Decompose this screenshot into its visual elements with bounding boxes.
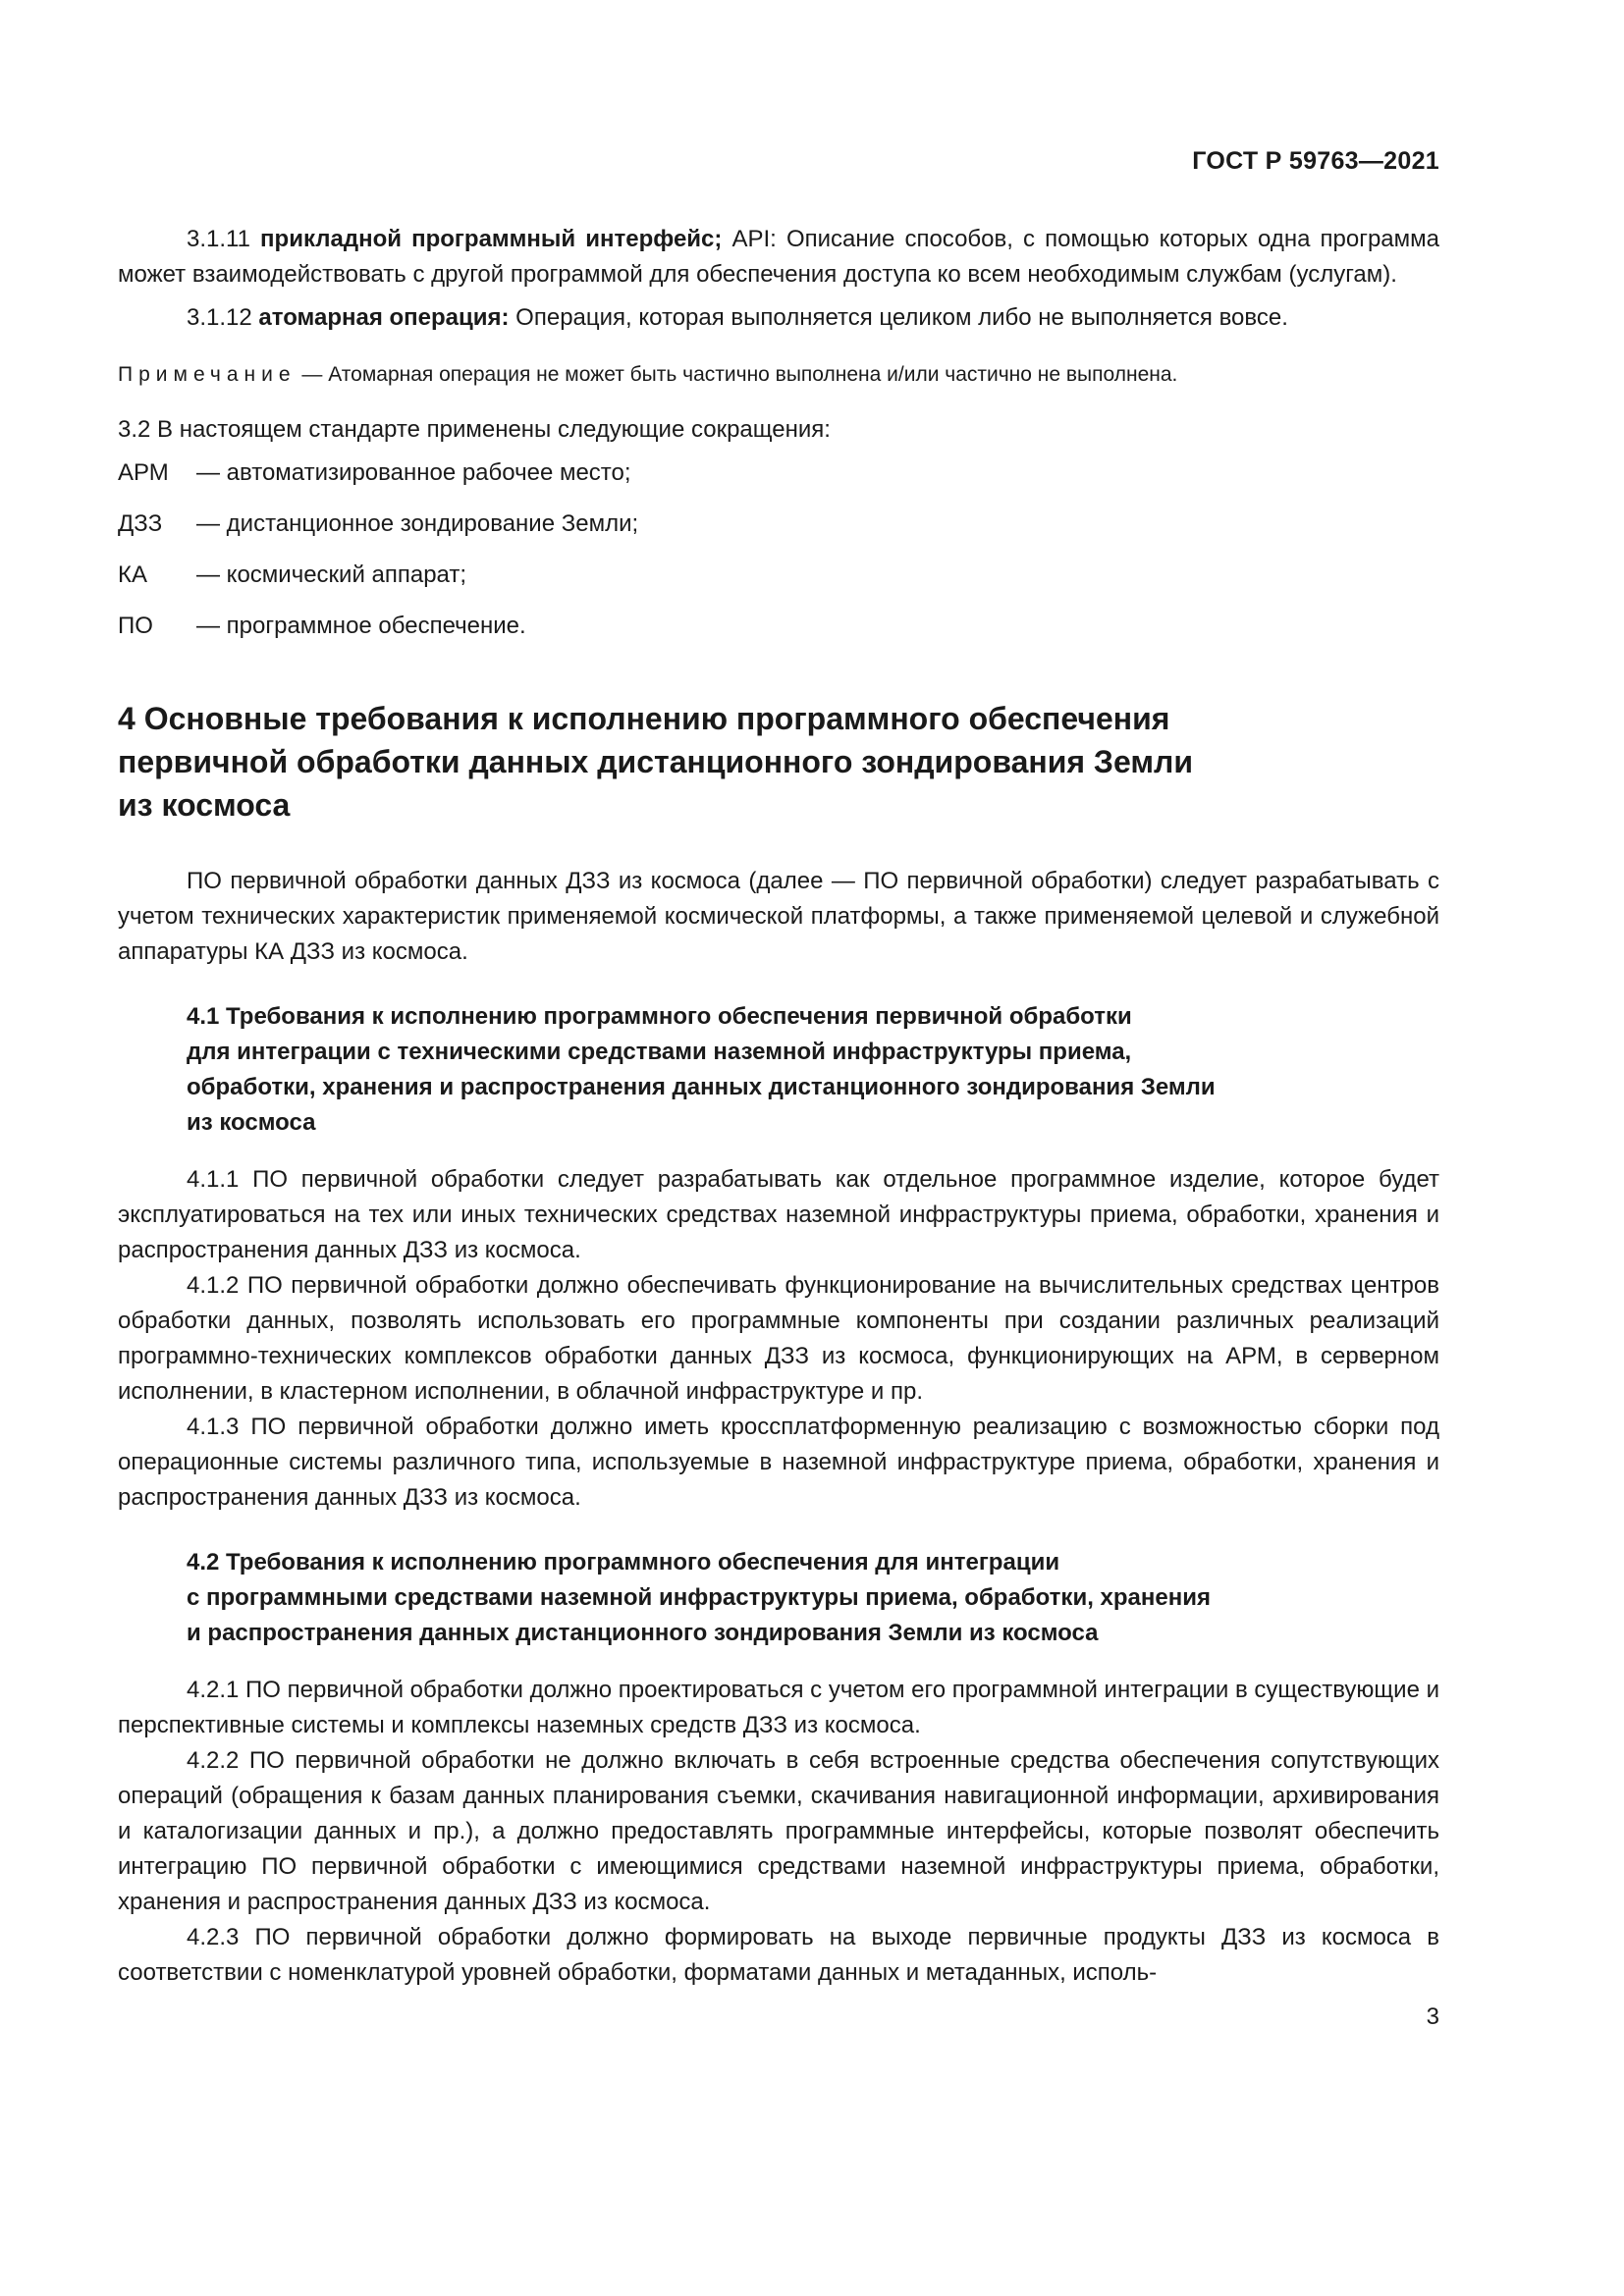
abbreviations-list [118, 448, 1439, 652]
note-text: — Атомарная операция не может быть частично выполнена и/или частично не выполнена. [296, 363, 1178, 386]
section-4-2-heading [118, 1545, 1439, 1651]
document-body [118, 222, 1439, 1991]
paragraph-4-2-1: 4.2.1 ПО первичной обработки должно проектироваться с учетом его программной интеграции в существующие и перспективные системы и комплексы наземных средств ДЗЗ из космоса. [118, 1677, 1439, 1738]
section-4-1-heading [118, 999, 1439, 1141]
heading-line: первичной обработки данных дистанционного зондирования Земли [118, 744, 1194, 779]
abbreviation-definition: — автоматизированное рабочее место; [196, 459, 631, 486]
term-3-1-11 [118, 222, 1439, 293]
note [118, 357, 1439, 393]
paragraph-4-1-2: 4.1.2 ПО первичной обработки должно обеспечивать функционирование на вычислительных средствах центров обработки данных, позволять использовать его программные компоненты при создании различных реализаций программно-технических комплексов обработки данных ДЗЗ из космоса, функционирующих на АРМ, в серверном исполнении, в кластерном исполнении, в облачной инфраструктуре и пр. [118, 1272, 1439, 1405]
abbreviation: КА [118, 561, 147, 588]
abbreviation-definition: — космический аппарат; [196, 561, 467, 588]
abbreviation-item [118, 601, 1439, 652]
heading-line: и распространения данных дистанционного зондирования Земли из космоса [187, 1620, 1099, 1646]
abbreviation: ПО [118, 613, 153, 639]
heading-line: из космоса [118, 787, 291, 823]
paragraph-4-1-1: 4.1.1 ПО первичной обработки следует разрабатывать как отдельное программное изделие, которое будет эксплуатироваться на тех или иных технических средствах наземной инфраструктуры приема, обработки, хранения и распространения данных ДЗЗ из космоса. [118, 1166, 1439, 1263]
term-number: 3.1.11 [187, 226, 250, 252]
document-header-id: ГОСТ Р 59763—2021 [1192, 147, 1439, 175]
heading-line: 4 Основные требования к исполнению программного обеспечения [118, 701, 1170, 736]
section-4-heading [118, 697, 1439, 827]
paragraph-4-2-2: 4.2.2 ПО первичной обработки не должно включать в себя встроенные средства обеспечения сопутствующих операций (обращения к базам данных планирования съемки, скачивания навигационной информации, архивирования и каталогизации данных и пр.), а должно предоставлять программные интерфейсы, которые позволят обеспечить интеграцию ПО первичной обработки с имеющимися средствами наземной инфраструктуры приема, обработки, хранения и распространения данных ДЗЗ из космоса. [118, 1747, 1439, 1915]
term-definition: API: Описание способов, с помощью которых одна программа может взаимодействовать с другой программой для обеспечения доступа ко всем необходимым службам (услугам). [118, 226, 1439, 288]
heading-line: с программными средствами наземной инфраструктуры приема, обработки, хранения [187, 1584, 1211, 1611]
term-title: атомарная операция: [258, 304, 510, 331]
paragraph-4-1-3: 4.1.3 ПО первичной обработки должно иметь кроссплатформенную реализацию с возможностью сборки под операционные системы различного типа, используемые в наземной инфраструктуре приема, обработки, хранения и распространения данных ДЗЗ из космоса. [118, 1414, 1439, 1511]
abbreviation-definition: — программное обеспечение. [196, 613, 526, 639]
heading-line: 4.2 Требования к исполнению программного обеспечения для интеграции [187, 1549, 1060, 1575]
heading-line: из космоса [187, 1109, 316, 1136]
paragraph-4-2-3: 4.2.3 ПО первичной обработки должно формировать на выходе первичные продукты ДЗЗ из космоса в соответствии с номенклатурой уровней обработки, форматами данных и метаданных, исполь- [118, 1924, 1439, 1986]
heading-line: для интеграции с техническими средствами наземной инфраструктуры приема, [187, 1039, 1132, 1065]
abbreviation: ДЗЗ [118, 510, 163, 537]
note-label: Примечание [118, 363, 297, 386]
abbreviation-item [118, 448, 1439, 499]
abbreviation-item [118, 550, 1439, 601]
term-title: прикладной программный интерфейс; [260, 226, 723, 252]
term-definition: Операция, которая выполняется целиком либо не выполняется вовсе. [509, 304, 1288, 331]
abbreviation-item [118, 499, 1439, 550]
page-number: 3 [1426, 2003, 1439, 2030]
abbreviation: АРМ [118, 459, 169, 486]
abbreviation-definition: — дистанционное зондирование Земли; [196, 510, 639, 537]
heading-line: обработки, хранения и распространения данных дистанционного зондирования Земли [187, 1074, 1216, 1100]
abbreviations-intro: 3.2 В настоящем стандарте применены следующие сокращения: [118, 416, 831, 443]
term-3-1-12 [118, 300, 1439, 336]
term-number: 3.1.12 [187, 304, 252, 331]
section-4-intro: ПО первичной обработки данных ДЗЗ из космоса (далее — ПО первичной обработки) следует разрабатывать с учетом технических характеристик применяемой космической платформы, а также применяемой целевой и служебной аппаратуры КА ДЗЗ из космоса. [118, 868, 1439, 965]
heading-line: 4.1 Требования к исполнению программного обеспечения первичной обработки [187, 1003, 1132, 1030]
